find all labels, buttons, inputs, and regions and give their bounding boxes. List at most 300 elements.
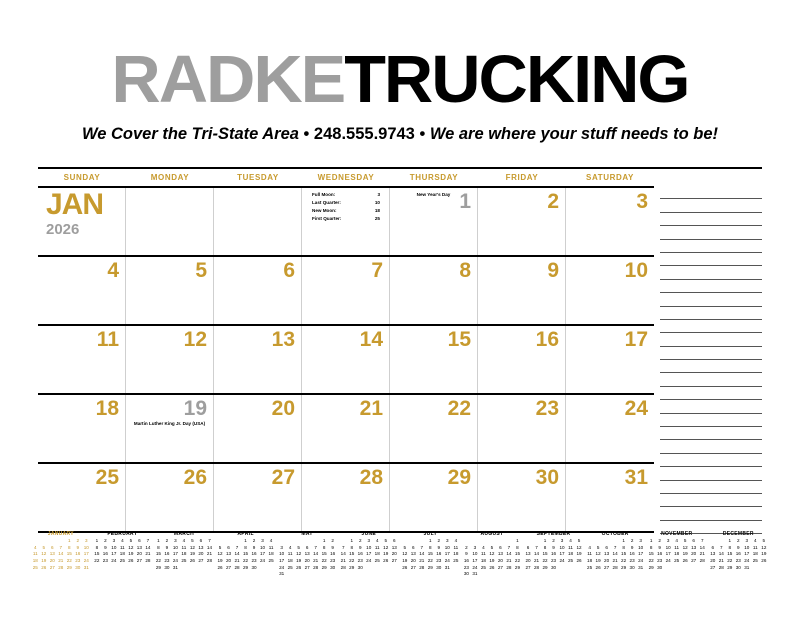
calendar-day-cell[interactable] [566,464,654,531]
month-name: JAN [46,188,104,221]
mini-month-day: 8 [516,544,519,550]
day-number: 2 [547,190,559,213]
calendar-day-cell[interactable] [390,326,478,393]
day-number: 30 [535,466,559,489]
notes-line[interactable] [660,414,762,427]
mini-month-day: 19 [489,557,495,563]
notes-line[interactable] [660,427,762,440]
mini-month-day: 18 [674,551,680,557]
calendar-day-cell[interactable] [214,464,302,531]
calendar-day-cell[interactable] [126,257,214,324]
mini-month-row [216,538,276,545]
mini-month-day [496,538,505,545]
mini-month-day: 21 [58,557,64,563]
notes-line[interactable] [660,240,762,253]
mini-month-row [709,551,769,558]
mini-month-row [339,545,399,552]
mini-month-row [154,538,214,545]
mini-month-day: 19 [402,557,408,563]
calendar-day-cell[interactable] [390,257,478,324]
mini-month-day: 15 [155,551,161,557]
notes-line[interactable] [660,481,762,494]
calendar-day-cell[interactable] [566,395,654,462]
mini-month-day: 3 [261,538,264,543]
calendar-day-cell[interactable] [214,395,302,462]
mini-month-day: 10 [444,544,450,550]
calendar-day-cell[interactable] [390,188,478,255]
mini-month-day: 22 [427,557,433,563]
calendar-week-row [38,257,654,326]
mini-month-day [294,538,303,545]
moon-phase-day: 10 [374,200,380,206]
mini-month-day: 4 [269,538,273,543]
mini-month-title: SEPTEMBER [536,531,571,537]
mini-month-day: 18 [567,551,574,557]
mini-month-day: 2 [331,538,334,543]
mini-month-day: 24 [366,557,372,563]
mini-month-day: 20 [49,557,55,563]
mini-month-day [664,565,673,572]
mini-month[interactable] [584,531,646,578]
day-number: 29 [447,466,471,489]
day-number: 15 [447,328,471,351]
calendar-day-cell[interactable] [38,395,126,462]
mini-month-day: 30 [436,564,442,570]
calendar-day-cell[interactable] [126,188,214,255]
day-number: 6 [283,259,295,282]
calendar-day-cell[interactable] [566,188,654,255]
mini-month-day: 1 [622,538,625,543]
mini-month-day: 27 [604,564,610,570]
mini-month-day: 20 [198,551,204,557]
mini-month-day: 8 [322,544,326,550]
mini-month-day: 18 [752,551,758,557]
calendar-day-cell[interactable] [566,326,654,393]
mini-month-row [277,538,337,545]
notes-line[interactable] [660,293,762,306]
mini-month-day: 28 [145,557,151,563]
mini-month-day: 22 [621,557,627,563]
mini-month-day: 28 [612,564,618,570]
mini-month-day: 11 [181,544,187,550]
mini-month-day: 26 [576,557,582,563]
mini-month-day: 4 [375,538,379,543]
mini-month-day: 31 [83,564,89,570]
mini-month-day: 12 [761,544,767,550]
mini-month-row [462,538,522,545]
mini-month-row [216,551,276,558]
notes-line[interactable] [660,467,762,480]
mini-month-day: 8 [649,544,653,550]
mini-month-day: 21 [206,551,213,557]
mini-month-day: 15 [94,551,100,557]
mini-month-day [513,571,522,578]
notes-line[interactable] [660,454,762,467]
mini-month-day: 21 [234,557,240,563]
mini-month-day: 19 [383,551,389,557]
mini-month-day: 29 [155,564,161,570]
day-number: 13 [271,328,295,351]
mini-month-day: 26 [296,564,302,570]
mini-month[interactable] [30,531,92,578]
calendar-day-cell[interactable] [214,326,302,393]
mini-month-day: 9 [630,544,634,550]
mini-month-day: 27 [198,557,204,563]
mini-month-day: 6 [305,544,309,550]
calendar-day-cell[interactable] [214,257,302,324]
mini-month-day: 7 [420,544,424,550]
mini-month-day: 20 [304,557,310,563]
mini-month-row [93,538,153,545]
mini-month-day: 17 [83,551,89,557]
notes-line[interactable] [660,226,762,239]
notes-line[interactable] [660,360,762,373]
mini-month-day: 19 [296,557,302,563]
mini-month-day: 2 [465,544,468,550]
mini-month-day: 17 [638,551,644,557]
mini-month-row [154,545,214,552]
mini-month-day: 12 [41,551,47,557]
mini-month-day: 2 [630,538,634,543]
mini-month-day: 28 [313,564,319,570]
day-number: 21 [359,397,383,420]
mini-month-day: 25 [480,564,486,570]
notes-line[interactable] [660,280,762,293]
mini-month-day: 18 [119,551,125,557]
mini-month-day: 9 [465,551,468,557]
weekday-thursday: THURSDAY [409,173,459,182]
calendar-day-cell[interactable] [478,326,566,393]
mini-month-day: 24 [444,557,450,563]
mini-month-row [709,545,769,552]
calendar-day-cell[interactable] [302,326,390,393]
notes-line[interactable] [660,347,762,360]
mini-month-day: 7 [235,544,239,550]
mini-month-day: 16 [357,551,363,557]
mini-month-day: 10 [259,544,266,550]
weekday-friday: FRIDAY [505,173,539,182]
mini-month-day [409,538,418,545]
weekday-saturday: SATURDAY [586,173,634,182]
mini-month-day [717,538,726,545]
mini-month[interactable] [338,531,400,578]
mini-month-day: 16 [629,551,635,557]
mini-month-day: 25 [752,557,758,563]
day-number: 14 [359,328,383,351]
mini-month[interactable] [523,531,585,578]
moon-phase-day: 25 [374,216,380,222]
calendar-day-cell[interactable] [38,464,126,531]
day-number: 25 [95,466,119,489]
mini-month-day: 29 [727,564,733,570]
mini-month-day: 8 [95,544,99,550]
mini-month-title: DECEMBER [722,531,754,537]
mini-month-day: 3 [745,538,749,543]
mini-month-row [647,565,707,572]
mini-month-day: 5 [218,544,222,550]
weekday-wednesday: WEDNESDAY [317,173,375,182]
calendar-day-cell[interactable] [302,188,390,255]
mini-month-day: 12 [217,551,223,557]
calendar-day-cell[interactable] [302,395,390,462]
notes-line[interactable] [660,373,762,386]
mini-month-day: 25 [268,557,274,563]
mini-month-day: 2 [76,538,80,543]
mini-month-row [277,571,337,578]
mini-month-day: 14 [58,551,64,557]
mini-month-day: 15 [514,551,521,557]
mini-month-row [277,565,337,572]
moon-phase-label: Last Quarter: [312,200,341,206]
mini-month[interactable] [708,531,770,578]
mini-month-day [48,538,57,545]
mini-month-title: JUNE [361,531,377,537]
mini-month-day: 17 [279,557,285,563]
mini-month-day [681,565,690,572]
mini-month-day: 19 [761,551,767,557]
mini-month-day: 26 [402,564,408,570]
mini-month-day [462,538,471,545]
calendar-day-cell[interactable] [38,188,126,255]
mini-month-day: 20 [225,557,232,563]
mini-month-day: 5 [762,538,766,543]
mini-month-day: 24 [83,557,89,563]
mini-month-day: 2 [658,538,661,543]
notes-line[interactable] [660,387,762,400]
mini-month-day: 15 [621,551,627,557]
mini-month-day: 4 [569,538,572,543]
mini-month-day [594,538,603,545]
mini-month-day: 17 [472,557,478,563]
notes-line[interactable] [660,199,762,212]
day-number: 10 [624,259,648,282]
mini-month-day: 5 [191,538,194,543]
mini-month-day: 20 [525,557,531,563]
mini-month-row [93,551,153,558]
mini-month-day: 8 [728,544,732,550]
mini-month-day: 23 [657,557,663,563]
mini-month-day: 1 [429,538,432,543]
mini-month-day: 30 [75,564,81,570]
mini-month-day: 27 [710,564,716,570]
notes-line[interactable] [660,400,762,413]
mini-month-day: 3 [174,538,177,543]
mini-month[interactable] [461,531,523,578]
notes-line[interactable] [660,494,762,507]
mini-month-title: OCTOBER [601,531,629,537]
mini-month-day: 31 [279,571,285,577]
tagline-separator-2: • [419,125,426,143]
mini-month-day: 26 [128,557,134,563]
notes-line[interactable] [660,307,762,320]
calendar-day-cell[interactable] [478,395,566,462]
mini-month[interactable] [276,531,338,578]
mini-month-day [205,565,214,572]
company-logo [0,42,800,117]
mini-month-day: 1 [322,538,326,543]
mini-month-day: 2 [737,538,740,543]
mini-month[interactable] [92,531,154,578]
mini-month-day [709,538,718,545]
mini-month-day [364,565,373,572]
mini-month-day: 9 [331,544,334,550]
calendar-weeks [38,186,654,533]
notes-panel[interactable] [660,186,762,506]
mini-month[interactable] [646,531,708,578]
notes-line[interactable] [660,253,762,266]
mini-month-day: 20 [710,557,716,563]
mini-month-day [760,565,769,572]
mini-month-day: 18 [480,557,486,563]
mini-month-day [488,538,497,545]
notes-line[interactable] [660,186,762,199]
mini-month-row [401,565,461,572]
notes-line[interactable] [660,507,762,520]
mini-month-day: 22 [242,557,249,563]
mini-month-day [524,538,533,545]
mini-month-day: 23 [102,557,108,563]
notes-line[interactable] [660,440,762,453]
mini-month-day: 16 [75,551,81,557]
mini-month-day [566,565,575,572]
mini-month-row [277,545,337,552]
mini-month-grid [462,538,522,578]
mini-month-day: 3 [560,538,564,543]
mini-month-day: 4 [288,544,292,550]
mini-month-day [505,538,514,545]
mini-month-day: 17 [744,551,750,557]
weekday-monday: MONDAY [150,173,190,182]
mini-month-row [462,558,522,565]
calendar-day-cell[interactable] [478,257,566,324]
mini-month-day: 4 [482,544,485,550]
notes-line[interactable] [660,320,762,333]
mini-month-row [709,558,769,565]
mini-month-day: 6 [499,544,502,550]
mini-month-day: 9 [104,544,107,550]
calendar-day-cell[interactable] [126,464,214,531]
mini-month-grid [524,538,584,571]
mini-month[interactable] [215,531,277,578]
day-number: 9 [547,259,559,282]
notes-line[interactable] [660,213,762,226]
mini-month-row [339,538,399,545]
calendar-day-cell[interactable] [390,464,478,531]
calendar-week-row [38,395,654,464]
day-number: 28 [359,466,383,489]
mini-month-day [320,571,329,578]
mini-month-day: 14 [612,551,618,557]
mini-month-day: 8 [157,544,160,550]
header [0,42,800,144]
mini-month-day [575,565,584,572]
mini-month-day: 25 [674,557,680,563]
mini-month[interactable] [153,531,215,578]
mini-month-day: 11 [568,544,573,550]
mini-month-day: 2 [104,538,107,543]
mini-month-day: 17 [665,551,671,557]
mini-month-day: 6 [199,538,203,543]
mini-month-day: 6 [526,544,530,550]
calendar-day-cell[interactable] [126,395,214,462]
calendar-day-cell[interactable] [38,326,126,393]
mini-month-day: 16 [657,551,663,557]
mini-month[interactable] [400,531,462,578]
mini-month-day: 16 [102,551,108,557]
notes-line[interactable] [660,333,762,346]
mini-month-row [524,565,584,572]
mini-month-day: 15 [727,551,733,557]
mini-month-day [294,571,303,578]
mini-month-day: 5 [42,544,46,550]
mini-month-day: 26 [383,557,389,563]
mini-month-day: 10 [744,544,750,550]
mini-month-row [524,545,584,552]
mini-month-day: 30 [251,564,257,570]
mini-month-day: 2 [552,538,555,543]
mini-month-row [154,558,214,565]
mini-month-row [31,565,91,572]
mini-month-day [277,538,286,545]
mini-month-day: 5 [129,538,133,543]
mini-month-day: 27 [691,557,697,563]
mini-month-day [611,538,620,545]
day-number: 31 [624,466,648,489]
notes-line[interactable] [660,266,762,279]
mini-month-day: 26 [217,564,223,570]
mini-month-day: 14 [206,544,213,550]
mini-month-row [401,551,461,558]
calendar-day-cell[interactable] [478,464,566,531]
mini-month-day: 27 [525,564,531,570]
mini-month-day: 13 [198,544,204,550]
mini-month-row [585,558,645,565]
mini-month-day: 14 [533,551,540,557]
mini-month-day [328,571,337,578]
mini-month-day: 25 [287,564,293,570]
tagline-separator-1: • [303,125,310,143]
mini-month-day: 3 [446,538,449,543]
mini-month-day: 19 [41,557,47,563]
mini-month-day: 4 [675,538,678,543]
moon-phase-item [306,207,386,215]
mini-month-day: 14 [506,551,512,557]
mini-month-day: 3 [367,538,370,543]
calendar-day-cell[interactable] [302,464,390,531]
mini-month-day: 20 [604,557,610,563]
calendar-day-cell[interactable] [390,395,478,462]
mini-month-day: 3 [85,538,88,543]
mini-month-day: 19 [576,551,582,557]
calendar-day-cell[interactable] [478,188,566,255]
calendar-day-cell[interactable] [214,188,302,255]
calendar-day-cell[interactable] [126,326,214,393]
mini-month-day [267,565,276,572]
calendar-day-cell[interactable] [566,257,654,324]
mini-month-day: 30 [735,564,741,570]
mini-month-row [462,565,522,572]
day-number: 8 [459,259,471,282]
calendar-day-cell[interactable] [38,257,126,324]
mini-month-day: 12 [595,551,601,557]
mini-month-day: 29 [321,564,327,570]
mini-month-day: 5 [490,544,494,550]
mini-month-day: 30 [629,564,635,570]
mini-month-day [479,571,488,578]
mini-month-title: JULY [423,531,438,537]
calendar-day-cell[interactable] [302,257,390,324]
mini-month-day: 17 [111,551,117,557]
